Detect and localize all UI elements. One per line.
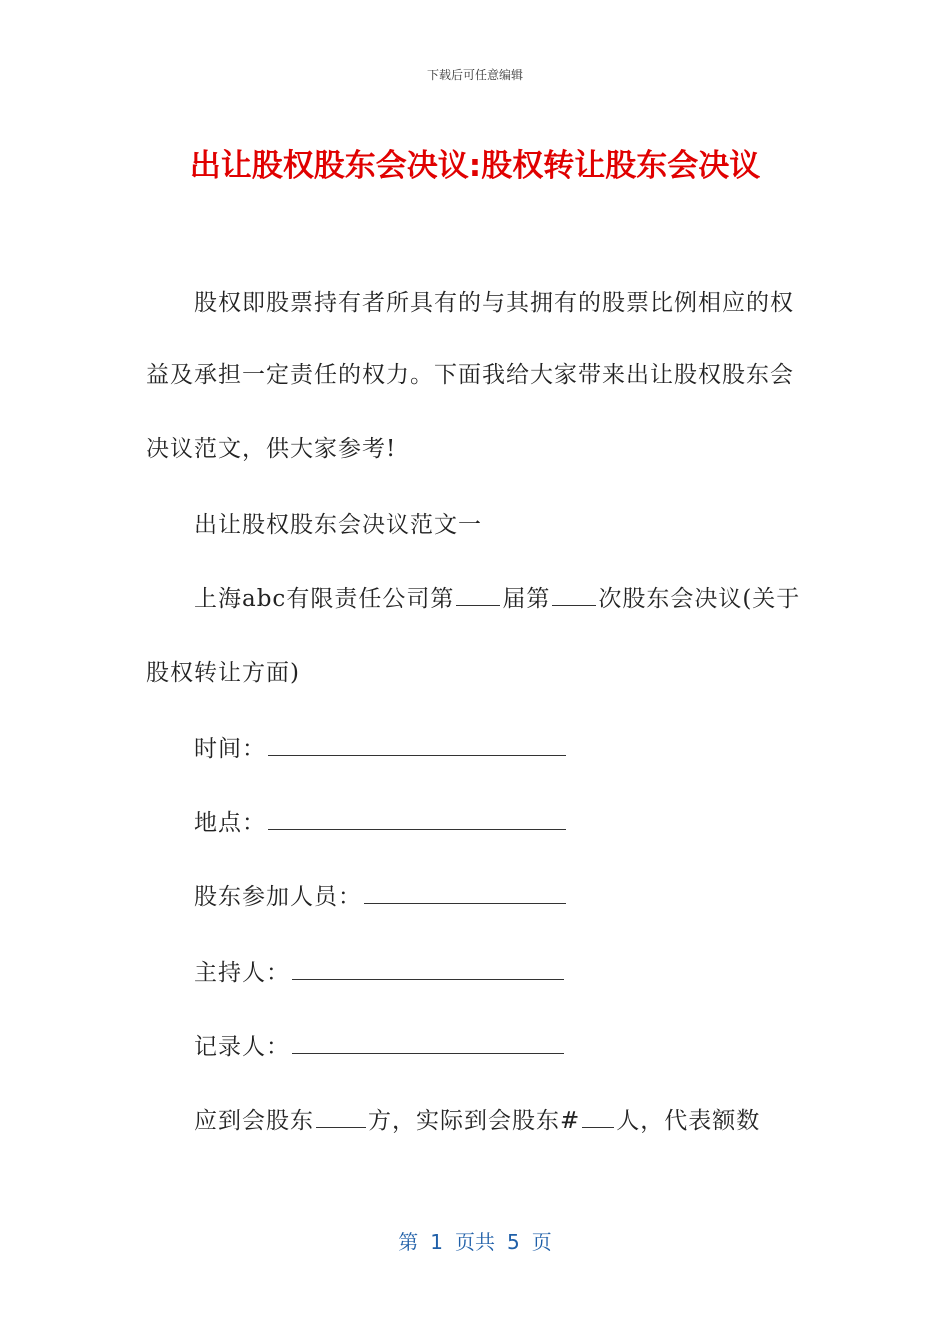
attendees-label: 股东参加人员： bbox=[194, 884, 362, 910]
time-field bbox=[194, 730, 568, 763]
intro-line-2: 益及承担一定责任的权力。下面我给大家带来出让股权股东会 bbox=[146, 362, 794, 388]
time-label: 时间： bbox=[194, 736, 266, 762]
intro-line-1: 股权即股票持有者所具有的与其拥有的股票比例相应的权 bbox=[194, 290, 794, 316]
meeting-number-blank bbox=[552, 585, 596, 606]
header-note: 下载后可任意编辑 bbox=[426, 68, 523, 82]
actual-shareholders-blank bbox=[582, 1107, 614, 1128]
time-blank bbox=[268, 735, 566, 756]
host-label: 主持人： bbox=[194, 960, 290, 986]
expected-shareholders-blank bbox=[316, 1107, 366, 1128]
footer-prefix: 第 bbox=[398, 1230, 419, 1254]
resolution-title-part-1: 上海abc有限责任公司第 bbox=[194, 586, 455, 612]
place-blank bbox=[268, 809, 566, 830]
resolution-title-part-3: 次股东会决议(关于 bbox=[598, 586, 801, 612]
resolution-title-line-1 bbox=[194, 580, 800, 613]
intro-line-3: 决议范文，供大家参考! bbox=[146, 436, 397, 462]
recorder-blank bbox=[292, 1033, 564, 1054]
attendance-part-2: 方，实际到会股东# bbox=[368, 1108, 581, 1134]
footer-total-pages: 5 bbox=[507, 1230, 520, 1254]
host-blank bbox=[292, 959, 564, 980]
resolution-title-line-2: 股权转让方面) bbox=[146, 660, 300, 686]
attendance-part-3: 人，代表额数 bbox=[616, 1108, 761, 1134]
attendance-line bbox=[194, 1102, 760, 1135]
resolution-title-part-2: 届第 bbox=[502, 586, 551, 612]
place-label: 地点： bbox=[194, 810, 266, 836]
session-number-blank bbox=[456, 585, 500, 606]
recorder-field bbox=[194, 1028, 566, 1061]
document-title: 出让股权股东会决议:股权转让股东会决议 bbox=[189, 148, 761, 184]
page-footer bbox=[0, 1226, 950, 1255]
footer-page-number: 1 bbox=[430, 1230, 443, 1254]
attendees-blank bbox=[364, 883, 566, 904]
host-field bbox=[194, 954, 566, 987]
recorder-label: 记录人： bbox=[194, 1034, 290, 1060]
attendees-field bbox=[194, 878, 568, 911]
section-heading: 出让股权股东会决议范文一 bbox=[194, 512, 482, 538]
attendance-part-1: 应到会股东 bbox=[194, 1108, 314, 1134]
footer-suffix: 页 bbox=[531, 1230, 552, 1254]
place-field bbox=[194, 804, 568, 837]
footer-middle: 页共 bbox=[455, 1230, 495, 1254]
